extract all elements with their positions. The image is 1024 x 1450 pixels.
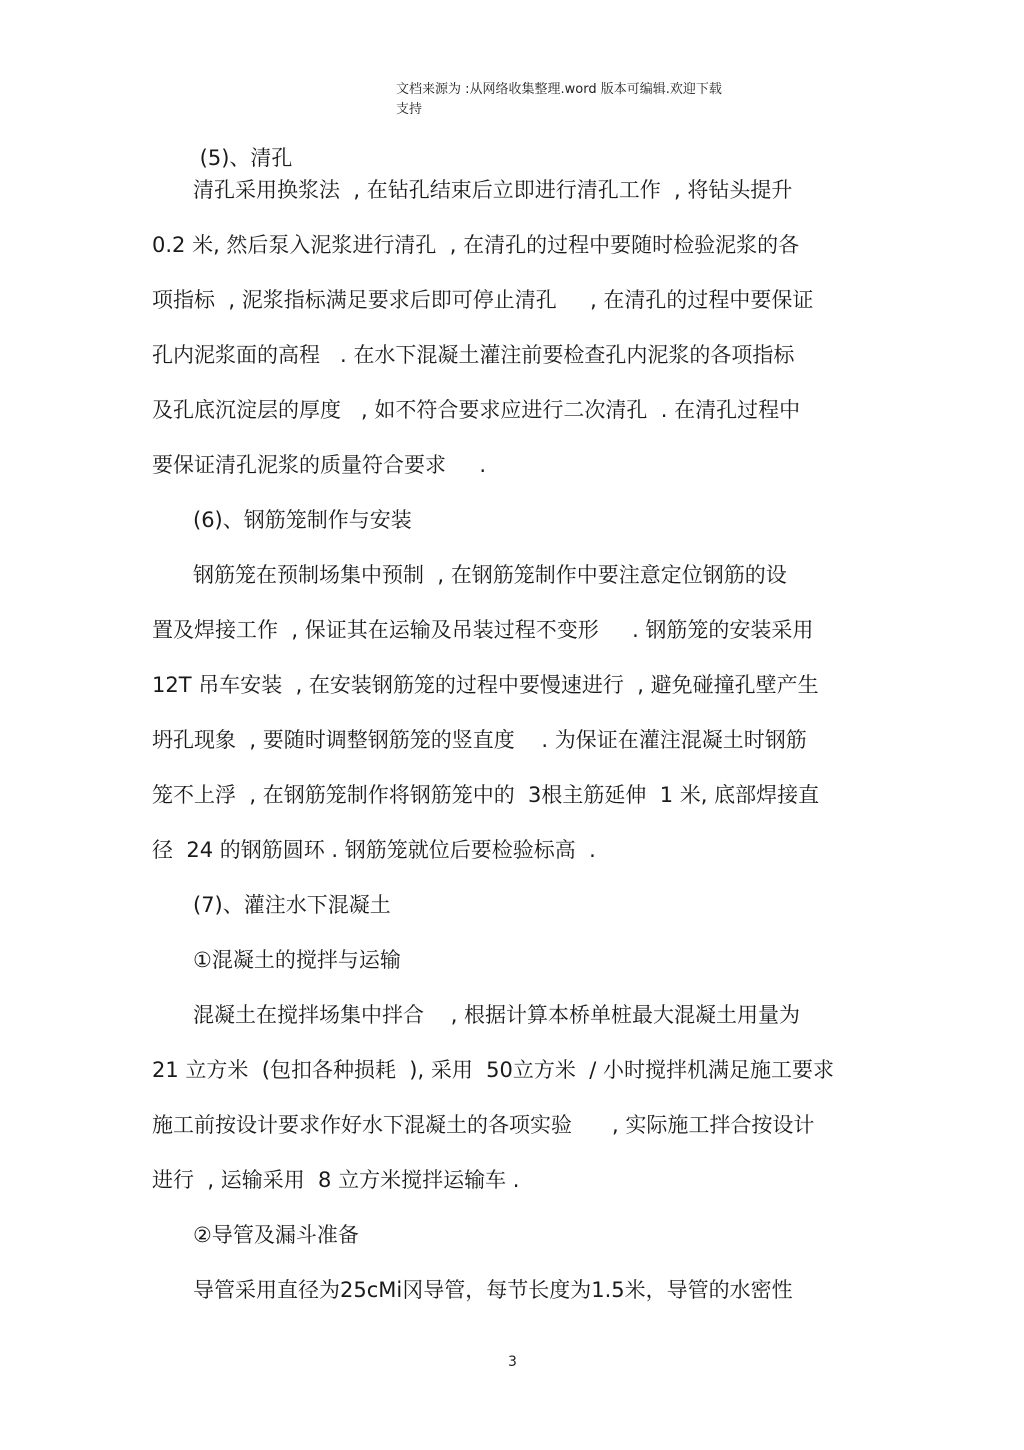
section-heading-5: (5)、清孔: [193, 146, 293, 170]
paragraph-line: 清孔采用换浆法 , 在钻孔结束后立即进行清孔工作 , 将钻头提升: [193, 178, 793, 202]
header-line-2: 支持: [396, 102, 423, 117]
paragraph-line: 12T 吊车安装 , 在安装钢筋笼的过程中要慢速进行 , 避免碰撞孔壁产生: [152, 673, 819, 697]
section-heading-6: (6)、钢筋笼制作与安装: [193, 508, 412, 532]
paragraph-line: 孔内泥浆面的高程 . 在水下混凝土灌注前要检查孔内泥浆的各项指标: [152, 343, 795, 367]
paragraph-line: 置及焊接工作 , 保证其在运输及吊装过程不变形 . 钢筋笼的安装采用: [152, 618, 814, 642]
paragraph-line: 21 立方米 (包扣各种损耗 ), 采用 50立方米 / 小时搅拌机满足施工要求: [152, 1058, 835, 1082]
subheading-conduit: ②导管及漏斗准备: [193, 1223, 359, 1247]
paragraph-line: 笼不上浮 , 在钢筋笼制作将钢筋笼中的 3根主筋延伸 1 米, 底部焊接直: [152, 783, 820, 807]
paragraph-line: 混凝土在搅拌场集中拌合 , 根据计算本桥单桩最大混凝土用量为: [193, 1003, 801, 1027]
paragraph-line: 施工前按设计要求作好水下混凝土的各项实验 , 实际施工拌合按设计: [152, 1113, 815, 1137]
paragraph-line: 及孔底沉淀层的厚度 , 如不符合要求应进行二次清孔 . 在清孔过程中: [152, 398, 801, 422]
paragraph-line: 径 24 的钢筋圆环 . 钢筋笼就位后要检验标高 .: [152, 838, 596, 862]
page-number: 3: [508, 1354, 517, 1370]
paragraph-line: 项指标 , 泥浆指标满足要求后即可停止清孔 , 在清孔的过程中要保证: [152, 288, 814, 312]
paragraph-line: 坍孔现象 , 要随时调整钢筋笼的竖直度 . 为保证在灌注混凝土时钢筋: [152, 728, 807, 752]
subheading-mixing: ①混凝土的搅拌与运输: [193, 948, 401, 972]
paragraph-line: 进行 , 运输采用 8 立方米搅拌运输车 .: [152, 1168, 520, 1192]
section-heading-7: (7)、灌注水下混凝土: [193, 893, 391, 917]
paragraph-line: 导管采用直径为25cMi冈导管，每节长度为1.5米，导管的水密性: [193, 1278, 793, 1302]
header-line-1: 文档来源为 :从网络收集整理.word 版本可编辑.欢迎下载: [396, 82, 722, 97]
paragraph-line: 0.2 米, 然后泵入泥浆进行清孔 , 在清孔的过程中要随时检验泥浆的各: [152, 233, 800, 257]
page-header: [396, 80, 722, 120]
paragraph-line: 钢筋笼在预制场集中预制 , 在钢筋笼制作中要注意定位钢筋的设: [193, 563, 787, 587]
paragraph-line: 要保证清孔泥浆的质量符合要求 .: [152, 453, 487, 477]
